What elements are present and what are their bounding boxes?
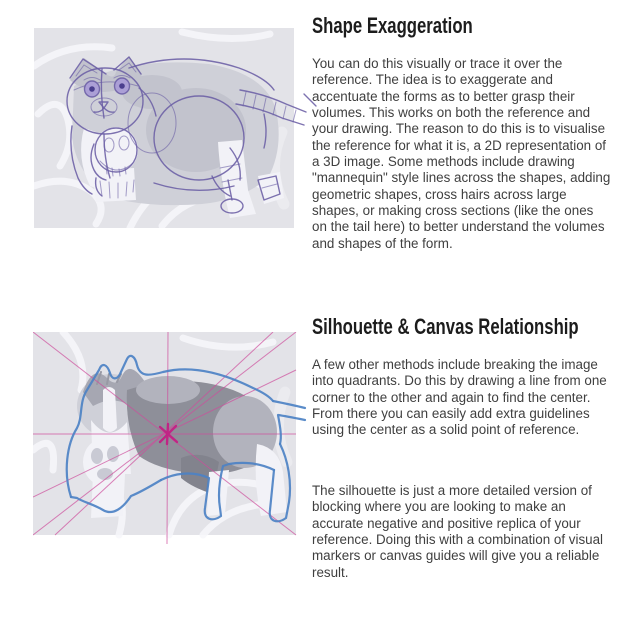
photo-underlay	[34, 28, 294, 228]
section-paragraph-quadrants: A few other methods include breaking the image into quadrants. Do this by drawing a line from one corner to the other and again to find the center. From there you can easily add extra guidelines using the center as a solid point of reference.	[312, 357, 607, 438]
cat-mannequin-sketch-image	[34, 28, 320, 228]
section-paragraph-shape-exaggeration: You can do this visually or trace it over the reference. The idea is to exaggerate and accentuate the forms as to better grasp their volumes. This works on both the reference and your drawing. The reason to do this is to visualise the reference for what it is, a 2D representation of a 3D image. Some methods include drawing "mannequin" style lines across the shapes, adding geometric shapes, cross hairs across large shapes, or making cross sections (like the ones on the tail here) to better understand the volumes and shapes of the form.	[312, 56, 611, 251]
figure-silhouette-canvas	[33, 332, 309, 545]
cat-silhouette-guides-image	[33, 332, 309, 545]
section-heading-shape-exaggeration: Shape Exaggeration	[312, 13, 473, 38]
section-heading-silhouette-canvas: Silhouette & Canvas Relationship	[312, 314, 579, 339]
section-paragraph-silhouette: The silhouette is just a more detailed version of blocking where you are looking to make an accurate negative and positive replica of your reference. Doing this with a combination of visual markers or canvas guides will give you a reliable result.	[312, 483, 604, 580]
figure-shape-exaggeration	[34, 28, 320, 228]
